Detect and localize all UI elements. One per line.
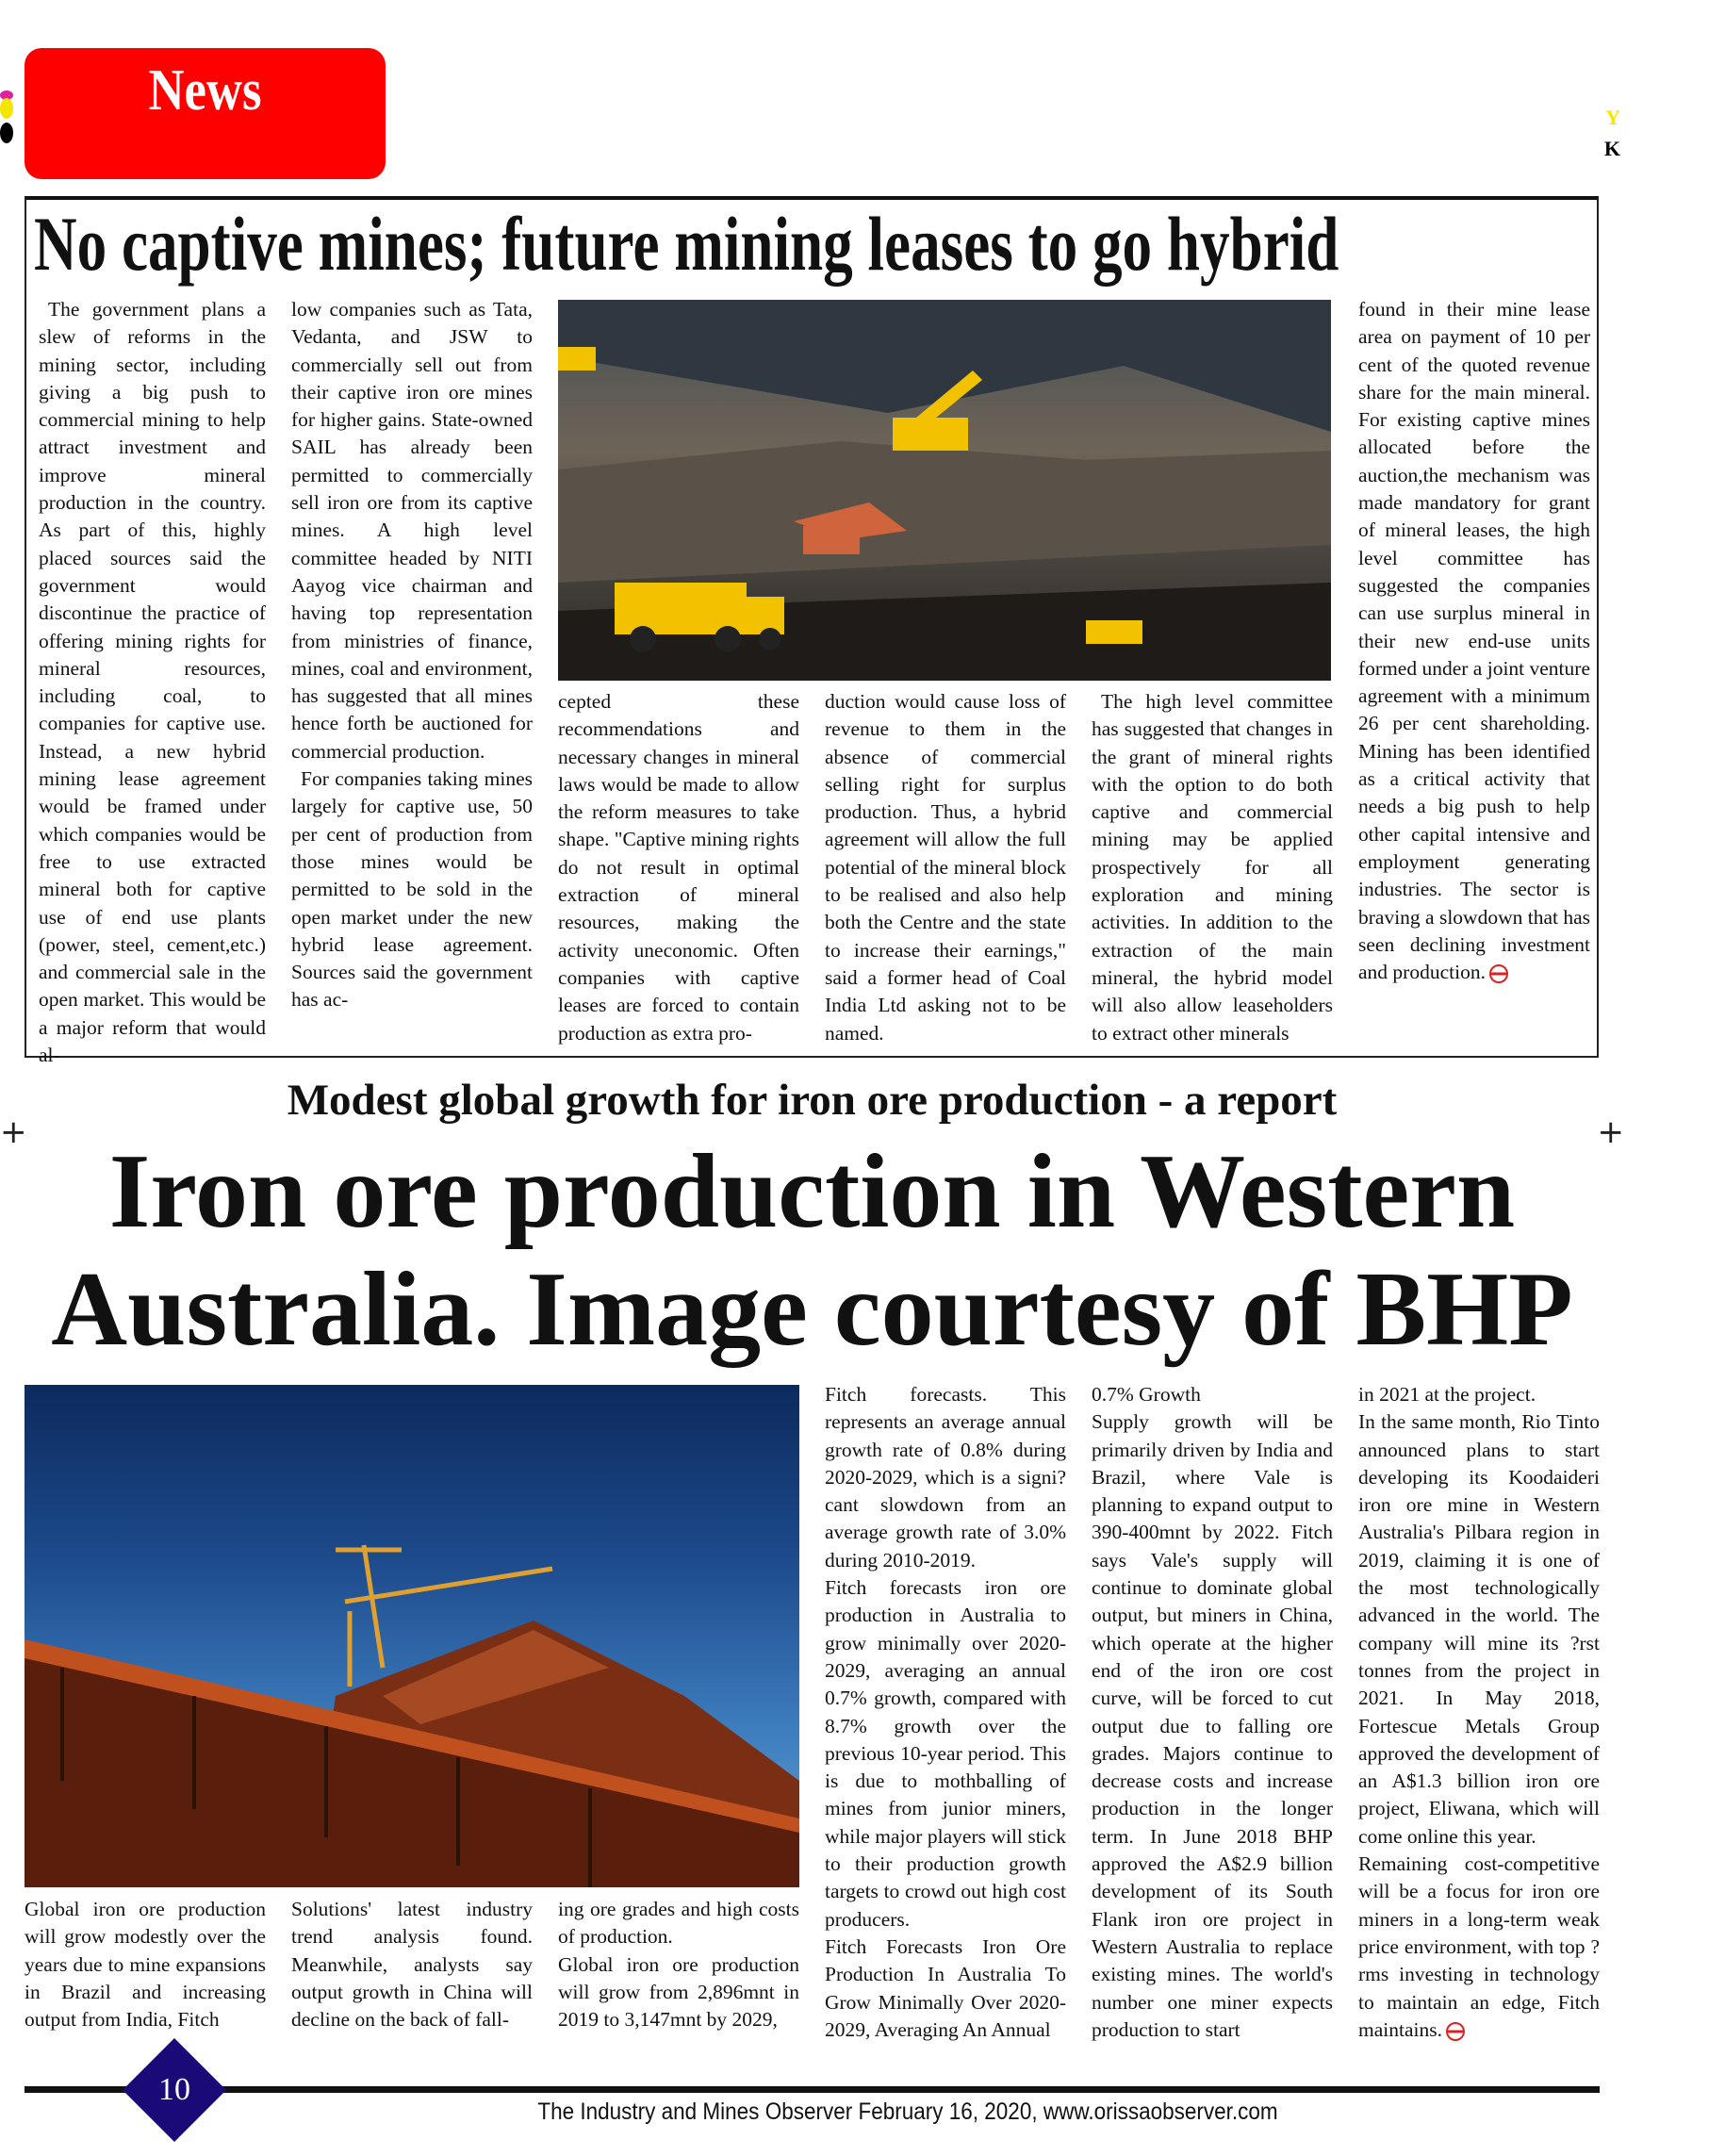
paragraph: Solutions' latest industry trend analysis found. Meanwhile, analysts say output growth in China will decline on the back of fall- — [291, 1898, 533, 2032]
paragraph: duction would cause loss of revenue to them in the absence of commercial selling right for surplus production. Thus, a hybrid agreement will allow the full potential of the mineral block to be realised and also help both the Centre and the state to increase their earnings," said a former head of Coal India Ltd asking not to be named. — [825, 690, 1066, 1045]
paragraph: Remaining cost-competitive will be a focus for iron ore miners in a long-term weak price environment, with top ?rms investing in technology to maintain an edge, Fitch maintains. — [1358, 1852, 1600, 2041]
mining-excavators-photo — [558, 300, 1331, 681]
black-registration-dot — [0, 123, 13, 143]
section-label: News — [148, 58, 262, 123]
top-article-column-1 — [39, 296, 266, 1067]
bottom-article-kicker: Modest global growth for iron ore production - a report — [287, 1076, 1338, 1125]
paragraph: found in their mine lease area on payment of 10 per cent of the quoted revenue share for the main mineral. For existing captive mines allocated before the auction,the mechanism was made mandatory for grant of mineral leases, the high level committee has suggested the companies can use surplus mineral in their new end-use units formed under a joint venture agreement with a minimum 26 per cent shareholding. Mining has been identified as a critical activity that needs a big push to help other capital intensive and employment generating industries. The sector is braving a slowdown that has seen declining investment and production. — [1358, 298, 1591, 984]
page-number-badge — [123, 2038, 226, 2142]
top-article-column-5 — [1092, 688, 1333, 1046]
paragraph: Global iron ore production will grow from 2,896mnt in 2019 to 3,147mnt by 2029, — [558, 1952, 799, 2032]
end-of-article-icon — [1446, 2022, 1465, 2041]
top-article-column-2 — [291, 296, 533, 1046]
top-article-column-3 — [558, 688, 799, 1046]
paragraph: low companies such as Tata, Vedanta, and JSW to commercially sell out from their captive iron ore mines for higher gains. State-owned SAIL has already been permitted to commercially sell iron ore from its captive mines. A high level committee headed by NITI Aayog vice chairman and having top representation from ministries of finance, mines, coal and environment, has suggested that all mines hence forth be auctioned for commercial production. — [291, 298, 533, 763]
black-registration-label: K — [1603, 137, 1620, 160]
paragraph: The government plans a slew of reforms in the mining sector, including giving a big push to commercial mining to help attract investment and improve mineral production in the country. As part of this, highly placed sources said the government would discontinue the practice of offering mining rights for mineral resources, including coal, to companies for captive use. Instead, a new hybrid mining lease agreement would be framed under which companies would be free to use extracted mineral both for captive use of end use plants (power, steel, cement,etc.) and commercial sale in the open market. This would be a major reform that would al- — [39, 298, 266, 1067]
crop-mark-right: + — [1597, 1113, 1624, 1151]
section-label-box — [25, 48, 386, 179]
iron-ore-stockpile-photo — [25, 1385, 799, 1887]
paragraph: ing ore grades and high costs of production. — [558, 1898, 799, 1949]
end-of-article-icon — [1489, 964, 1508, 983]
footer-text: The Industry and Mines Observer February 16, 2020, www.orissaobserver.com — [537, 2098, 1278, 2125]
stockpile-photo-illustration — [25, 1385, 799, 1887]
subheading: 0.7% Growth — [1092, 1383, 1201, 1406]
paragraph: In the same month, Rio Tinto announced plans to start developing its Koodaideri iron ore mine in Western Australia's Pilbara region in 2019, claiming it is one of the most technologically advanced in the world. The company will mine its ?rst tonnes from the project in 2021. In May 2018, Fortescue Metals Group approved the development of an A$1.3 billion iron ore project, Eliwana, which will come online this year. — [1358, 1410, 1600, 1848]
bottom-article-column-4 — [825, 1381, 1066, 2041]
top-article-headline: No captive mines; future mining leases to go hybrid — [34, 201, 1339, 287]
paragraph: cepted these recommendations and necessary changes in mineral laws would be made to allow the reform measures to take shape. "Captive mining rights do not result in optimal extraction of mineral resources, making the activity uneconomic. Often companies with captive leases are forced to contain production as extra pro- — [558, 690, 799, 1045]
top-article-headline-wrap — [25, 200, 1599, 285]
bottom-article-column-3 — [558, 1896, 799, 2037]
paragraph: Global iron ore production will grow modestly over the years due to mine expansions in Brazil and increasing output from India, Fitch — [25, 1898, 266, 2032]
bottom-article-column-6 — [1358, 1381, 1600, 2041]
paragraph: The high level committee has suggested that changes in the grant of mineral rights with the option to do both captive and commercial mining may be applied prospectively for all exploration and mining activities. In addition to the extraction of the main mineral, the hybrid model will also allow leaseholders to extract other minerals — [1092, 690, 1333, 1045]
paragraph: Fitch forecasts iron ore production in Australia to grow minimally over 2020-2029, averaging an annual 0.7% growth, compared with 8.7% growth over the previous 10-year period. This is due to mothballing of mines from junior miners, while major players will stick to their production growth targets to crowd out high cost producers. — [825, 1576, 1066, 1931]
subheading: Fitch Forecasts Iron Ore Production In Australia To Grow Minimally Over 2020-2029, Averaging An Annual — [825, 1934, 1066, 2041]
bottom-article-column-5 — [1092, 1381, 1333, 2041]
page-number: 10 — [158, 2072, 190, 2107]
paragraph: Supply growth will be primarily driven by India and Brazil, where Vale is planning to expand output to 390-400mnt by 2022. Fitch says Vale's supply will continue to dominate global output, but miners in China, which operate at the higher end of the iron ore cost curve, will be forced to cut output due to falling ore grades. Majors continue to decrease costs and increase production in the longer term. In June 2018 BHP approved the A$2.9 billion development of its South Flank iron ore project in Western Australia to replace existing mines. The world's number one miner expects production to start — [1092, 1410, 1333, 2041]
bottom-article-headline-line-2: Australia. Image courtesy of BHP — [51, 1251, 1573, 1368]
paragraph: in 2021 at the project. — [1358, 1383, 1536, 1406]
bottom-article-column-2 — [291, 1896, 533, 2037]
bottom-article-headline-line-1: Iron ore production in Western — [108, 1133, 1516, 1250]
mining-photo-illustration — [558, 300, 1331, 681]
top-article-column-6 — [1358, 296, 1590, 1050]
paragraph: For companies taking mines largely for captive use, 50 per cent of production from those mines would be permitted to be sold in the open market under the new hybrid lease agreement. Sources said the government has ac- — [291, 767, 533, 1012]
crop-mark-left: + — [0, 1113, 27, 1151]
yellow-registration-label: Y — [1605, 106, 1620, 129]
top-article-column-4 — [825, 688, 1066, 1046]
paragraph: Fitch forecasts. This represents an average annual growth rate of 0.8% during 2020-2029, which is a signi?cant slowdown from an average growth rate of 3.0% during 2010-2019. — [825, 1383, 1066, 1572]
bottom-article-column-1 — [25, 1896, 266, 2037]
footer-rule — [25, 2086, 1600, 2093]
yellow-registration-dot — [0, 98, 13, 119]
